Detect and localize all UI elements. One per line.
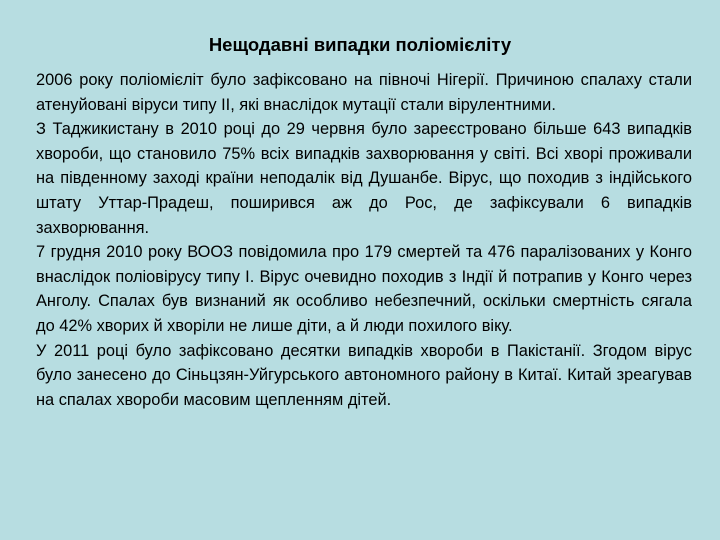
slide-body [36,68,692,412]
slide-title: Нещодавні випадки поліомієліту [208,34,512,55]
paragraph-congo: 7 грудня 2010 року ВООЗ повідомила про 179 смертей та 476 паралізованих у Конго внаслідок поліовірусу типу I. Вірус очевидно походив з Індії й потрапив у Конго через Анголу. Спалах був визнаний як особливо небезпечний, оскільки смертність сягала до 42% хворих й хворіли не лише діти, а й люди похилого віку. [36,243,692,335]
paragraph-tajikistan: З Таджикистану в 2010 році до 29 червня було зареєстровано більше 643 випадків хвороби, що становило 75% всіх випадків захворювання у світі. Всі хворі проживали на південному заході країни неподалік від Душанбе. Вірус, що походив з індійського штату Уттар-Прадеш, поширився аж до Рос, де зафіксували 6 випадків захворювання. [36,120,692,237]
paragraph-nigeria: 2006 року поліомієліт було зафіксовано на півночі Нігерії. Причиною спалаху стали атенуйовані віруси типу II, які внаслідок мутації стали вірулентними. [36,71,692,114]
paragraph-pakistan-china: У 2011 році було зафіксовано десятки випадків хвороби в Пакістанії. Згодом вірус було занесено до Сіньцзян-Уйгурського автономного району в Китаї. Китай зреагував на спалах хвороби масовим щепленням дітей. [36,341,692,409]
